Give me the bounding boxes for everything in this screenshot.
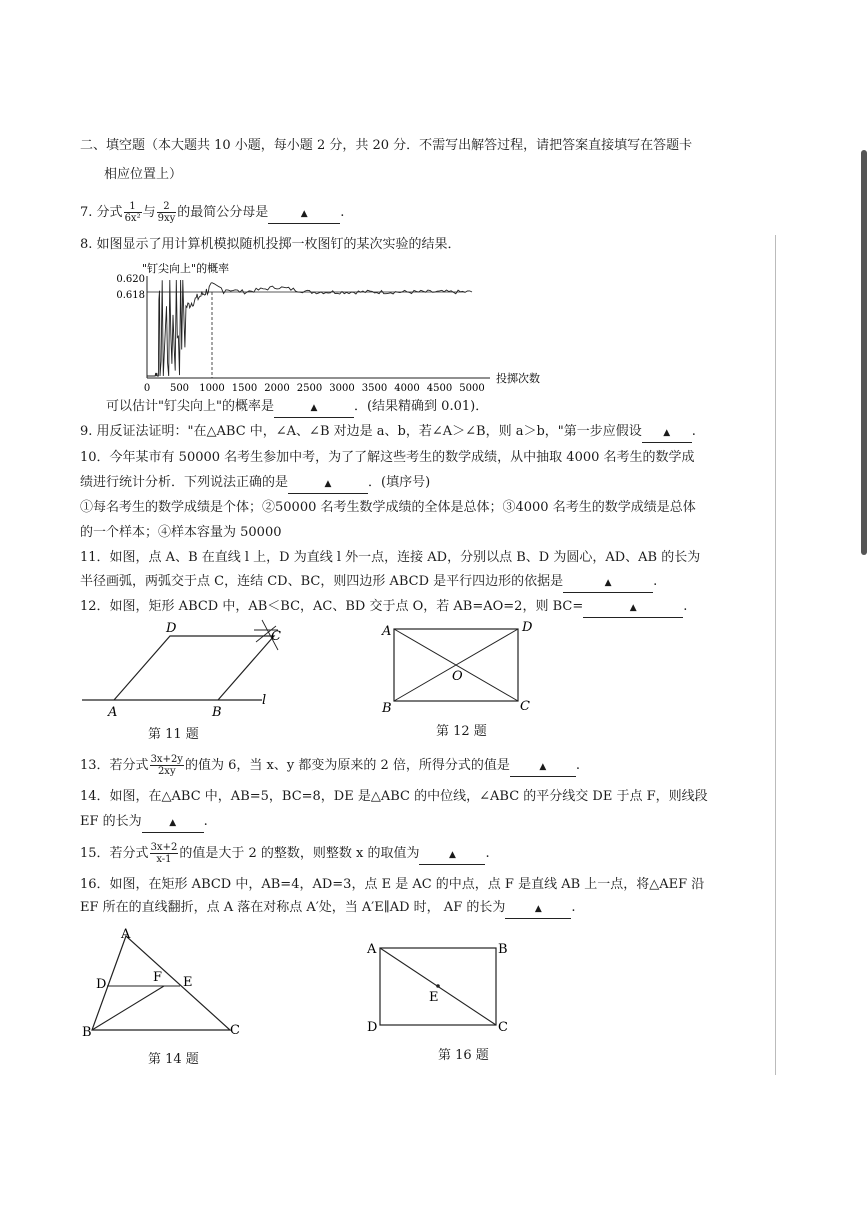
figure-14-caption: 第 14 题: [148, 1052, 199, 1067]
answer-blank-14: ▲: [142, 813, 204, 833]
figure-14: [78, 926, 248, 1038]
question-8: 8. 如图显示了用计算机模拟随机投掷一枚图钉的某次实验的结果．: [80, 237, 461, 252]
fig16-label-E: E: [429, 990, 439, 1005]
answer-blank-11: ▲: [563, 573, 653, 593]
figure-16: [364, 938, 524, 1034]
fraction-1: $\frac{1}{\text{6x²}}$: [124, 201, 141, 224]
answer-blank-8: ▲: [274, 398, 354, 418]
figure-12: [380, 616, 540, 718]
x-tick-label: 4500: [426, 383, 453, 394]
question-10-line3: ①每名考生的数学成绩是个体；②50000 名考生数学成绩的全体是总体；③4000 名考生的数学成绩是总体: [80, 500, 696, 515]
question-9: 9. 用反证法证明："在△ABC 中，∠A、∠B 对边是 a、b，若∠A＞∠B，则 a＞b，"第一步应假设 ▲ .: [80, 423, 696, 443]
fig12-label-O: O: [452, 669, 463, 684]
fig14-label-F: F: [153, 970, 163, 985]
fraction-15: $\frac{3x+2}{x-1}$: [150, 842, 178, 865]
fig11-label-C: C: [271, 629, 281, 644]
question-15: 15．若分式 $\frac{3x+2}{x-1}$ 的值是大于 2 的整数，则整数 x 的取值为 ▲ .: [80, 842, 490, 865]
fig14-label-E: E: [183, 975, 193, 990]
x-tick-label: 1000: [199, 383, 225, 394]
section-header-line1: 二、填空题（本大题共 10 小题，每小题 2 分，共 20 分．不需写出解答过程，请把答案直接填写在答题卡: [80, 138, 693, 153]
series-line: [147, 280, 472, 376]
x-tick-label: 4000: [394, 383, 420, 394]
x-tick-label: 2000: [264, 383, 290, 394]
probability-chart: [110, 258, 570, 393]
question-16-line1: 16．如图，在矩形 ABCD 中，AB=4，AD=3，点 E 是 AC 的中点，点 F 是直线 AB 上一点，将△AEF 沿: [80, 877, 705, 892]
fig12-label-A: A: [382, 624, 392, 639]
fig16-label-D: D: [367, 1020, 378, 1035]
fig16-label-A: A: [367, 942, 377, 957]
fig11-label-B: B: [212, 705, 222, 720]
y-tick-label: 0.620: [116, 274, 145, 285]
question-12: 12．如图，矩形 ABCD 中，AB＜BC，AC、BD 交于点 O，若 AB=AO=2，则 BC= ▲ .: [80, 598, 687, 618]
chart-xlabel: 投掷次数: [496, 372, 540, 385]
question-14-line2: EF 的长为 ▲ .: [80, 813, 208, 833]
fig11-label-l: l: [262, 693, 267, 708]
answer-blank-15: ▲: [419, 845, 485, 865]
answer-blank-7: ▲: [268, 204, 340, 224]
question-11-line2: 半径画弧，两弧交于点 C，连结 CD、BC，则四边形 ABCD 是平行四边形的依据是 ▲ .: [80, 573, 657, 593]
figure-12-caption: 第 12 题: [436, 724, 487, 739]
question-11-line1: 11．如图，点 A、B 在直线 l 上，D 为直线 l 外一点，连接 AD，分别以点 B、D 为圆心，AD、AB 的长为: [80, 550, 701, 565]
x-tick-label: 2500: [296, 383, 323, 394]
figure-11: [78, 616, 281, 721]
x-tick-label: 3000: [329, 383, 355, 394]
answer-blank-10: ▲: [288, 474, 368, 494]
question-14-line1: 14．如图，在△ABC 中，AB=5，BC=8，DE 是△ABC 的中位线，∠ABC 的平分线交 DE 于点 F，则线段: [80, 789, 708, 804]
scrollbar[interactable]: [861, 150, 867, 555]
fraction-2: $\frac{2}{9xy}$: [157, 201, 176, 224]
fig11-label-D: D: [166, 621, 177, 636]
fig14-label-B: B: [82, 1025, 92, 1040]
y-tick-label: 0.618: [116, 290, 145, 301]
question-7: 7. 分式 $\frac{1}{\text{6x²}}$ 与 $\frac{2}{9xy}$ 的最简公分母是 ▲ .: [80, 201, 345, 224]
question-10-line1: 10．今年某市有 50000 名考生参加中考，为了了解这些考生的数学成绩，从中抽取 4000 名考生的数学成: [80, 450, 695, 465]
answer-blank-13: ▲: [510, 757, 576, 777]
chart-ylabel: "钉尖向上"的概率: [142, 262, 230, 275]
fig12-label-B: B: [382, 701, 392, 716]
question-8-answer: 可以估计"钉尖向上"的概率是 ▲ ．(结果精确到 0.01)．: [106, 398, 488, 418]
fig12-label-C: C: [520, 699, 530, 714]
fraction-13: $\frac{3x+2y}{2xy}$: [150, 754, 183, 777]
answer-blank-9: ▲: [642, 423, 692, 443]
fig12-label-D: D: [522, 620, 533, 635]
answer-blank-12: ▲: [583, 598, 683, 618]
question-16-line2: EF 所在的直线翻折，点 A 落在对称点 A′处，当 A′E∥AD 时， AF 的长为 ▲ .: [80, 899, 576, 919]
x-tick-label: 1500: [231, 383, 258, 394]
figure-11-caption: 第 11 题: [148, 727, 199, 742]
section-header-line2: 相应位置上）: [104, 167, 183, 182]
fig11-label-A: A: [108, 705, 118, 720]
answer-blank-16: ▲: [505, 899, 571, 919]
fig14-label-C: C: [230, 1023, 240, 1038]
question-13: 13．若分式 $\frac{3x+2y}{2xy}$ 的值为 6，当 x、y 都变为原来的 2 倍，所得分式的值是 ▲ .: [80, 754, 580, 777]
question-10-line2: 绩进行统计分析．下列说法正确的是 ▲ ．(填序号): [80, 474, 430, 494]
x-tick-label: 5000: [459, 383, 485, 394]
x-tick-label: 0: [143, 383, 151, 394]
x-tick-label: 500: [169, 383, 190, 394]
figure-16-caption: 第 16 题: [438, 1048, 489, 1063]
fig16-label-C: C: [498, 1020, 508, 1035]
page-edge-line: [775, 235, 776, 1075]
fig14-label-A: A: [121, 927, 131, 942]
x-tick-label: 3500: [361, 383, 388, 394]
question-10-line4: 的一个样本；④样本容量为 50000: [80, 525, 282, 540]
fig16-label-B: B: [498, 942, 508, 957]
fig14-label-D: D: [96, 977, 107, 992]
